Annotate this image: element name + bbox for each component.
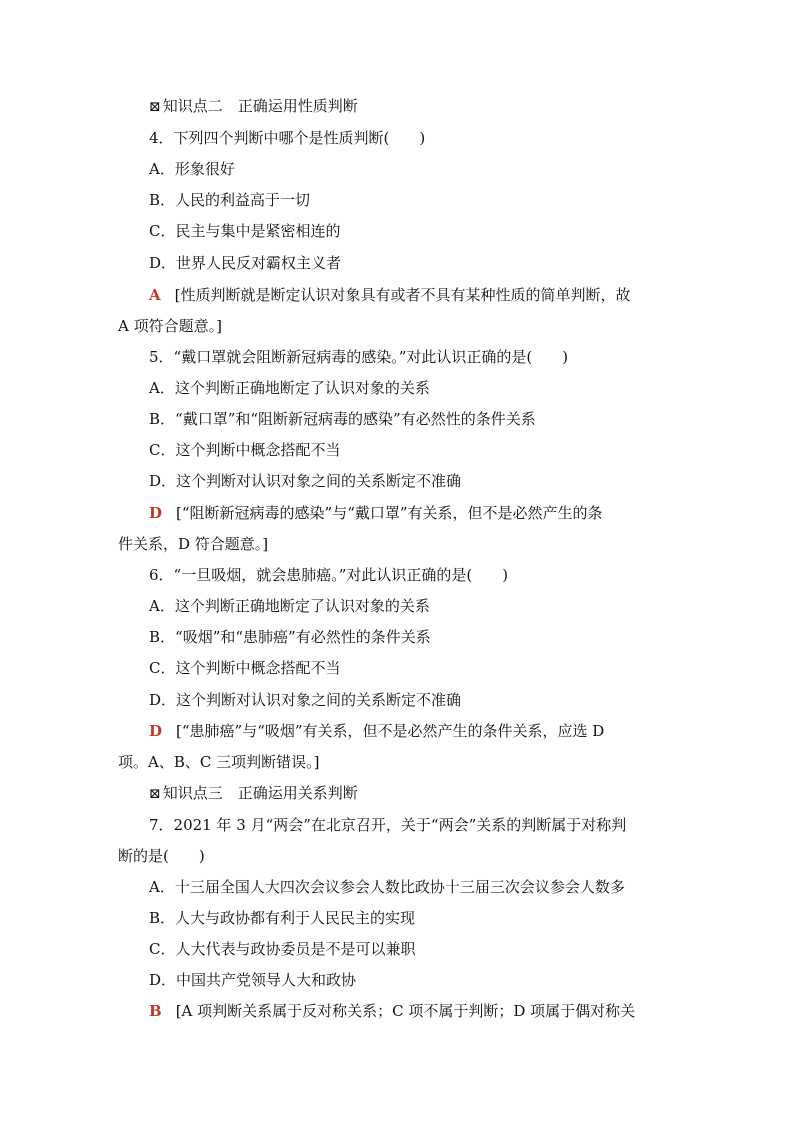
question-6-stem: 6．“一旦吸烟，就会患肺癌。”对此认识正确的是( ) <box>149 566 509 584</box>
question-7-answer <box>149 1001 635 1021</box>
question-6-option-a: A．这个判断正确地断定了认识对象的关系 <box>149 597 430 615</box>
answer-letter: D <box>149 504 163 522</box>
question-6-answer-cont: 项。A、B、C 三项判断错误。] <box>118 753 320 771</box>
section-title: 知识点三 正确运用关系判断 <box>162 784 358 802</box>
section-heading-3 <box>149 783 358 804</box>
question-7-option-c: C．人大代表与政协委员是不是可以兼职 <box>149 940 416 958</box>
question-4-option-a: A．形象很好 <box>149 160 235 178</box>
question-7-option-b: B．人大与政协都有利于人民民主的实现 <box>149 909 416 927</box>
answer-letter: D <box>149 722 163 740</box>
question-7-option-a: A．十三届全国人大四次会议参会人数比政协十三届三次会议参会人数多 <box>149 878 625 896</box>
question-6-option-c: C．这个判断中概念搭配不当 <box>149 659 341 677</box>
answer-explanation: [性质判断就是断定认识对象具有或者不具有某种性质的简单判断，故 <box>174 286 631 304</box>
section-marker-icon: ⊠ <box>149 99 161 115</box>
answer-letter: A <box>149 286 161 304</box>
question-4-stem: 4．下列四个判断中哪个是性质判断( ) <box>149 129 426 147</box>
question-5-option-c: C．这个判断中概念搭配不当 <box>149 441 341 459</box>
answer-letter: B <box>149 1002 162 1020</box>
question-4-option-d: D．世界人民反对霸权主义者 <box>149 254 342 272</box>
question-6-option-d: D．这个判断对认识对象之间的关系断定不准确 <box>149 691 462 709</box>
question-7-stem: 7．2021 年 3 月“两会”在北京召开，关于“两会”关系的判断属于对称判 <box>149 816 627 834</box>
question-5-stem: 5．“戴口罩就会阻断新冠病毒的感染。”对此认识正确的是( ) <box>149 348 569 366</box>
section-marker-icon: ⊠ <box>149 786 161 802</box>
question-4-answer <box>149 285 631 305</box>
question-7-stem-cont: 断的是( ) <box>118 847 205 865</box>
question-5-option-b: B．“戴口罩”和“阻断新冠病毒的感染”有必然性的条件关系 <box>149 410 536 428</box>
section-heading-2 <box>149 96 358 117</box>
question-5-option-d: D．这个判断对认识对象之间的关系断定不准确 <box>149 472 462 490</box>
section-title: 知识点二 正确运用性质判断 <box>162 97 358 115</box>
question-6-option-b: B．“吸烟”和“患肺癌”有必然性的条件关系 <box>149 628 431 646</box>
question-5-answer <box>149 503 603 523</box>
question-4-option-b: B．人民的利益高于一切 <box>149 191 311 209</box>
question-5-option-a: A．这个判断正确地断定了认识对象的关系 <box>149 379 430 397</box>
question-4-option-c: C．民主与集中是紧密相连的 <box>149 222 341 240</box>
question-5-answer-cont: 件关系，D 符合题意。] <box>118 535 269 553</box>
question-7-option-d: D．中国共产党领导人大和政协 <box>149 971 357 989</box>
question-6-answer <box>149 721 604 741</box>
question-4-answer-cont: A 项符合题意。] <box>118 317 222 335</box>
answer-explanation: [“患肺癌”与“吸烟”有关系，但不是必然产生的条件关系，应选 D <box>176 722 605 740</box>
answer-explanation: [A 项判断关系属于反对称关系；C 项不属于判断；D 项属于偶对称关 <box>175 1002 636 1020</box>
answer-explanation: [“阻断新冠病毒的感染”与“戴口罩”有关系，但不是必然产生的条 <box>176 504 603 522</box>
